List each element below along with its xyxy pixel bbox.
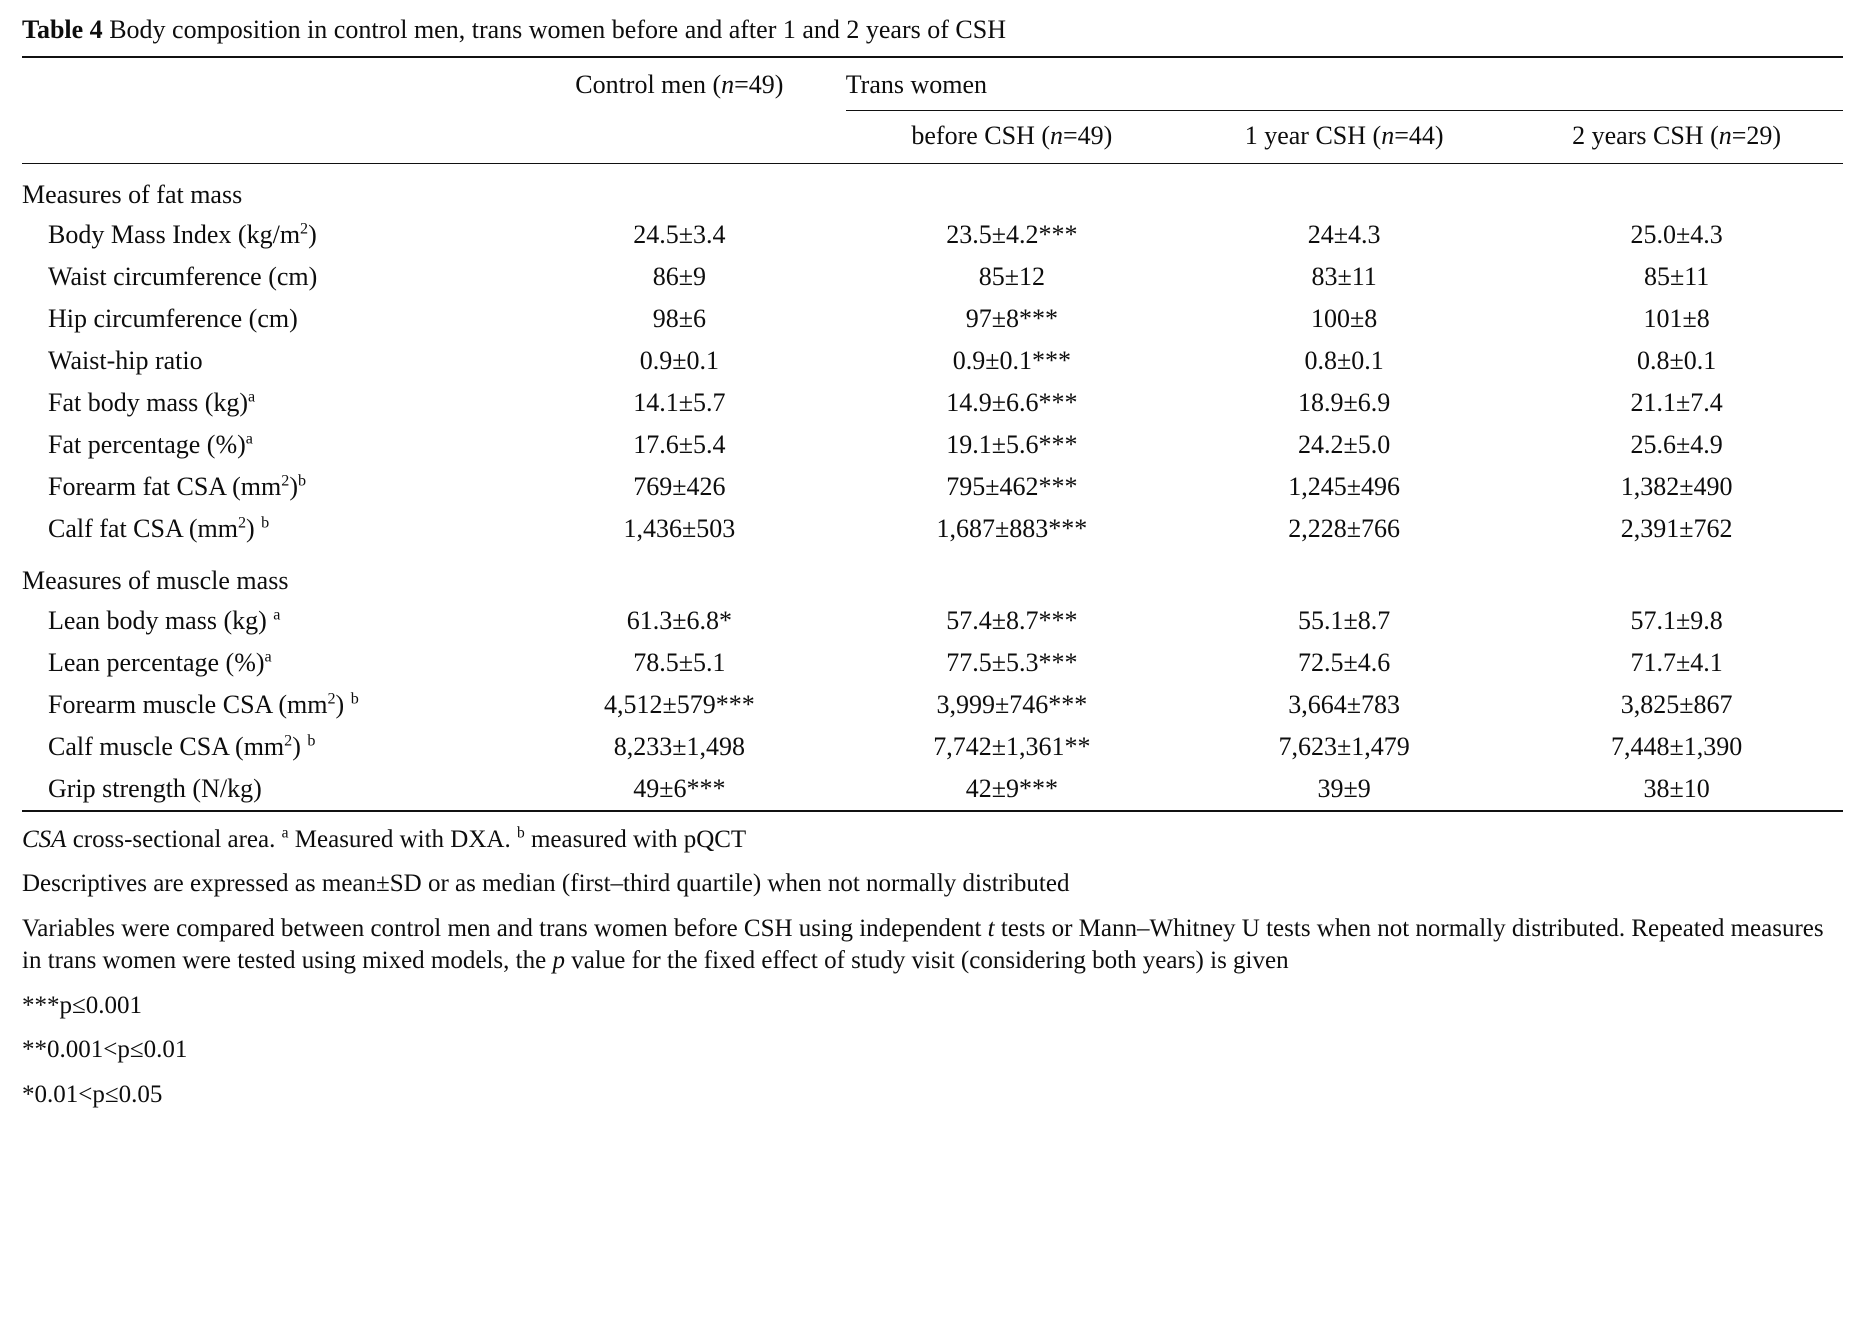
row-value-year2: 71.7±4.1 <box>1630 647 1723 677</box>
footnote-p-01: **0.001<p≤0.01 <box>22 1036 188 1064</box>
table-row <box>22 684 1843 726</box>
row-value-year2: 101±8 <box>1643 303 1710 333</box>
row-label: Calf muscle CSA $(mm^2)$ $^b$ <box>48 731 316 761</box>
row-value-before: 1,687±883*** <box>936 513 1088 543</box>
row-label: Fat percentage (%)$^a$ <box>48 429 253 459</box>
row-value-year1: 3,664±783 <box>1288 689 1400 719</box>
header-blank <box>22 57 513 111</box>
row-value-before: 19.1±5.6*** <box>946 429 1078 459</box>
row-label: Lean body mass (kg) $^a$ <box>48 605 281 635</box>
row-value-before: 0.9±0.1*** <box>952 345 1071 375</box>
row-value-year2: 25.0±4.3 <box>1630 219 1723 249</box>
footnote-comparison-3: value for the fixed effect of study visit (considering both years) is given <box>564 947 1289 975</box>
row-value-year2: 0.8±0.1 <box>1636 345 1717 375</box>
row-value-before: 57.4±8.7*** <box>946 605 1078 635</box>
row-value-year2: 57.1±9.8 <box>1630 605 1723 635</box>
row-value-before: 85±12 <box>978 261 1045 291</box>
row-value-before: 97±8*** <box>965 303 1058 333</box>
row-label: Lean percentage (%)$^a$ <box>48 647 272 677</box>
row-value-year2: 21.1±7.4 <box>1630 387 1723 417</box>
row-value-year1: 7,623±1,479 <box>1278 731 1410 761</box>
row-value-control: 1,436±503 <box>623 513 736 543</box>
table-row <box>22 256 1843 298</box>
table-row <box>22 466 1843 508</box>
table-row <box>22 642 1843 684</box>
row-label: Hip circumference (cm) <box>48 303 298 333</box>
footnote-sup-a: a <box>281 824 289 842</box>
row-value-year1: 0.8±0.1 <box>1304 345 1384 375</box>
footnote-p-05: *0.01<p≤0.05 <box>22 1080 163 1108</box>
footnote-comparison-2: tests or Mann–Whitney U tests when not normally distributed. Repeated measures in trans women were tested using mixed models, the <box>22 914 1824 975</box>
section-title: Measures of muscle mass <box>22 565 289 595</box>
row-value-before: 795±462*** <box>946 471 1078 501</box>
footnote-abbreviations <box>22 824 1843 857</box>
row-value-before: 23.5±4.2*** <box>946 219 1078 249</box>
row-label: Waist-hip ratio <box>48 345 203 375</box>
row-value-control: 8,233±1,498 <box>613 731 745 761</box>
row-value-before: 42±9*** <box>846 768 1178 811</box>
table-caption-label: Table 4 <box>22 15 103 44</box>
footnote-descriptives: Descriptives are expressed as mean±SD or as median (first–third quartile) when not normally distributed <box>22 870 1070 898</box>
header-1-year-csh: 1 year CSH (n=44) <box>1178 110 1510 163</box>
row-value-year1: 24±4.3 <box>1307 219 1381 249</box>
row-value-year2: 38±10 <box>1510 768 1843 811</box>
row-value-control: 4,512±579*** <box>603 689 755 719</box>
row-value-control: 78.5±5.1 <box>633 647 726 677</box>
row-value-year2: 1,382±490 <box>1620 471 1733 501</box>
row-value-control: 86±9 <box>652 261 706 291</box>
section-header-fat-mass <box>22 163 1843 214</box>
table-caption <box>22 14 1843 46</box>
body-composition-table <box>22 56 1843 812</box>
row-label: Calf fat CSA $(mm^2)$ $^b$ <box>48 513 270 543</box>
row-value-control: 49±6*** <box>513 768 846 811</box>
row-label: Forearm fat CSA $(mm^2)^b$ <box>48 471 307 501</box>
header-blank-3 <box>513 110 846 163</box>
row-label: Waist circumference (cm) <box>48 261 318 291</box>
footnote-abbrev-3: measured with pQCT <box>524 825 747 853</box>
table-row <box>22 508 1843 550</box>
table-row <box>22 382 1843 424</box>
table-header-row-2 <box>22 110 1843 163</box>
row-value-year2: 85±11 <box>1643 261 1710 291</box>
row-value-year2: 7,448±1,390 <box>1610 731 1743 761</box>
row-value-before: 3,999±746*** <box>936 689 1088 719</box>
footnote-comparison <box>22 913 1843 978</box>
footnote-comparison-1: Variables were compared between control men and trans women before CSH using independent <box>22 914 988 942</box>
row-value-before: 7,742±1,361** <box>933 731 1091 761</box>
table-row <box>22 726 1843 768</box>
table-row <box>22 340 1843 382</box>
row-value-control: 24.5±3.4 <box>633 219 726 249</box>
table-row <box>22 768 1843 811</box>
row-value-control: 0.9±0.1 <box>639 345 719 375</box>
footnote-p-italic: p <box>552 947 565 975</box>
row-label: Forearm muscle CSA $(mm^2)$ $^b$ <box>48 689 359 719</box>
header-2-years-csh: 2 years CSH (n=29) <box>1510 110 1843 163</box>
row-label: Body Mass Index $(kg/m^2)$ <box>48 219 317 249</box>
table-caption-text: Body composition in control men, trans women before and after 1 and 2 years of CSH <box>109 15 1006 44</box>
row-value-control: 61.3±6.8* <box>626 605 732 635</box>
row-value-year1: 24.2±5.0 <box>1297 429 1391 459</box>
table-row <box>22 424 1843 466</box>
row-label: Fat body mass (kg)$^a$ <box>48 387 256 417</box>
header-before-csh: before CSH (n=49) <box>846 110 1178 163</box>
row-value-control: 17.6±5.4 <box>633 429 726 459</box>
row-value-year2: 3,825±867 <box>1620 689 1733 719</box>
header-trans-women-group: Trans women <box>846 57 1843 111</box>
footnote-abbrev-1: cross-sectional area. <box>66 825 282 853</box>
row-value-year1: 83±11 <box>1311 261 1377 291</box>
row-value-year2: 25.6±4.9 <box>1630 429 1723 459</box>
row-value-year1: 72.5±4.6 <box>1297 647 1391 677</box>
row-value-year1: 55.1±8.7 <box>1297 605 1391 635</box>
table-footnotes <box>22 824 1843 1112</box>
row-value-before: 14.9±6.6*** <box>946 387 1078 417</box>
footnote-t-italic: t <box>987 914 995 942</box>
footnote-abbrev-term: CSA <box>22 825 67 853</box>
section-title: Measures of fat mass <box>22 163 1843 214</box>
footnote-abbrev-2: Measured with DXA. <box>288 825 517 853</box>
row-value-year2: 2,391±762 <box>1620 513 1733 543</box>
row-value-control: 98±6 <box>652 303 706 333</box>
table-row <box>22 214 1843 256</box>
header-control-men: Control men (n=49) <box>513 57 846 111</box>
row-label: Grip strength (N/kg) <box>22 768 513 811</box>
row-value-year1: 2,228±766 <box>1288 513 1400 543</box>
footnote-p-001: ***p≤0.001 <box>22 991 142 1019</box>
table-header-row-1 <box>22 57 1843 111</box>
row-value-before: 77.5±5.3*** <box>946 647 1078 677</box>
row-value-year1: 100±8 <box>1310 303 1378 333</box>
row-value-control: 14.1±5.7 <box>633 387 726 417</box>
row-value-year1: 18.9±6.9 <box>1297 387 1391 417</box>
row-value-control: 769±426 <box>633 471 726 501</box>
row-value-year1: 1,245±496 <box>1288 471 1400 501</box>
row-value-year1: 39±9 <box>1178 768 1510 811</box>
header-blank-2 <box>22 110 513 163</box>
table-row <box>22 298 1843 340</box>
footnote-sup-b: b <box>516 824 525 842</box>
table-row <box>22 600 1843 642</box>
section-header-muscle-mass <box>22 550 1843 600</box>
